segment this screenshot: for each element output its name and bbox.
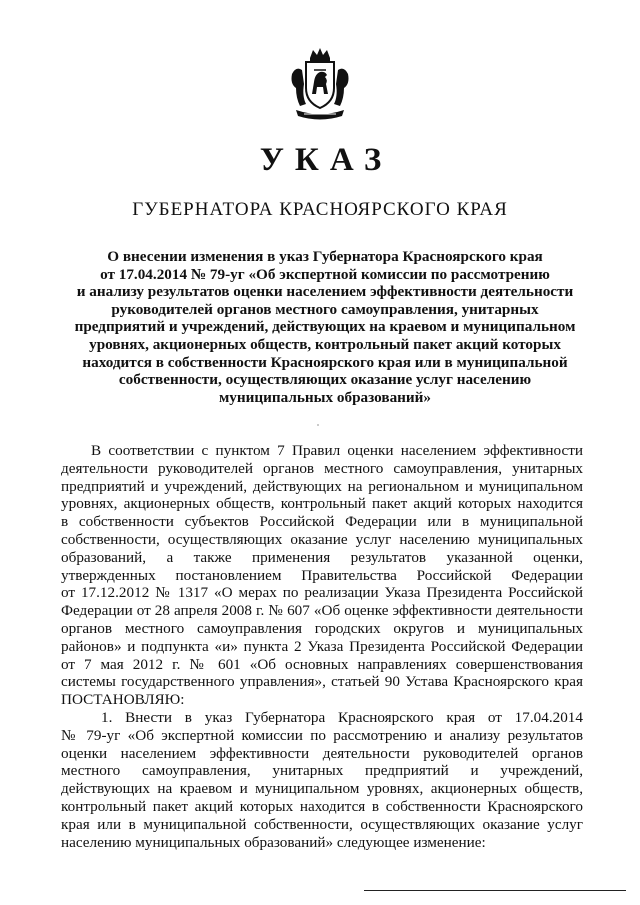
heading-line: муниципальных образований»	[218, 388, 432, 406]
body-line: утвержденных постановлением Правительства Российской Федерации	[61, 566, 583, 584]
body-line: населению муниципальных образований» следующее изменение:	[61, 833, 486, 851]
scan-speck	[317, 424, 319, 426]
heading-line: О внесении изменения в указ Губернатора Красноярского края	[107, 248, 543, 265]
body-line: собственности, осуществляющих оказание услуг населению муниципальных	[61, 530, 583, 548]
body-line: № 79-уг «Об экспертной комиссии по рассмотрению и анализу результатов	[61, 726, 583, 744]
heading-line: от 17.04.2014 № 79-уг «Об экспертной комиссии по рассмотрению	[100, 265, 550, 283]
body-line: деятельности руководителей органов местного самоуправления, унитарных	[61, 459, 583, 477]
document-body	[61, 442, 583, 851]
document-issuer: ГУБЕРНАТОРА КРАСНОЯРСКОГО КРАЯ	[132, 199, 508, 220]
heading-line: и анализу результатов оценки населением эффективности деятельности	[76, 283, 574, 301]
body-line: предприятий и учреждений, действующих на региональном и муниципальном	[61, 477, 583, 495]
heading-line: собственности, осуществляющих оказание услуг населению	[118, 371, 532, 389]
body-line: в собственности субъектов Российской Федерации или в муниципальной	[61, 513, 583, 531]
decree-word: ПОСТАНОВЛЯЮ:	[61, 691, 185, 709]
body-line: действующих на краевом и муниципальном уровнях, акционерных обществ,	[61, 780, 583, 798]
document-heading	[60, 248, 590, 406]
heading-line: руководителей органов местного самоуправления, унитарных	[111, 300, 539, 318]
body-line: от 7 мая 2012 г. № 601 «Об основных направлениях совершенствования	[61, 655, 583, 673]
body-line: системы государственного управления», статьей 90 Устава Красноярского края	[61, 673, 583, 691]
body-line: местного самоуправления, унитарных предприятий и учреждений,	[61, 762, 583, 780]
body-line: районов» и подпункта «и» пункта 2 Указа Президента Российской Федерации	[61, 637, 583, 655]
body-line: Федерации от 28 апреля 2008 г. № 607 «Об оценке эффективности деятельности	[61, 602, 583, 620]
body-line: 1. Внести в указ Губернатора Красноярского края от 17.04.2014	[101, 708, 583, 726]
heading-line: находится в собственности Красноярского края или в муниципальной	[82, 353, 568, 371]
body-line: образований, а также применения результатов указанной оценки,	[61, 548, 583, 566]
body-line: органов местного самоуправления городских округов и муниципальных	[61, 619, 583, 637]
coat-of-arms-icon	[284, 44, 356, 124]
heading-line: предприятий и учреждений, действующих на краевом и муниципальном	[74, 318, 576, 336]
body-line: оценки населением эффективности деятельности руководителей органов	[61, 744, 583, 762]
footer-rule	[364, 890, 626, 891]
body-line: края или в муниципальной собственности, осуществляющих оказание услуг	[61, 815, 583, 833]
document-title: УКАЗ	[259, 142, 393, 178]
body-line: уровнях, акционерных обществ, контрольный пакет акций которых находится	[61, 495, 583, 513]
heading-line: уровнях, акционерных обществ, контрольный пакет акций которых	[89, 335, 561, 353]
body-line: от 17.12.2012 № 1317 «О мерах по реализации Указа Президента Российской	[61, 584, 583, 602]
body-line: В соответствии с пунктом 7 Правил оценки населением эффективности	[91, 442, 583, 459]
body-line: контрольный пакет акций которых находится в собственности Красноярского	[61, 797, 583, 815]
